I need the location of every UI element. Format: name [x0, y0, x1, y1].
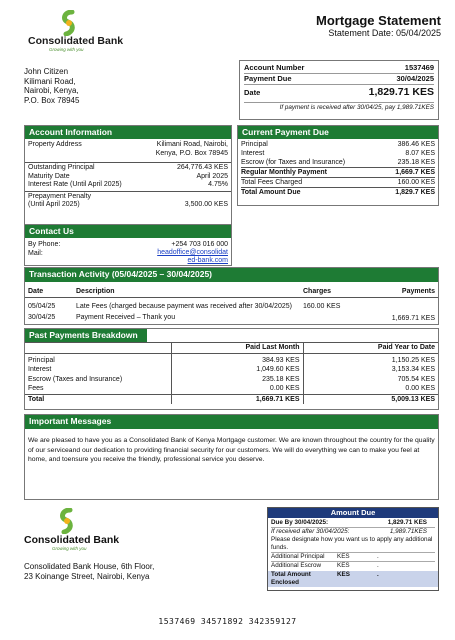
account-number-value: 1537469	[404, 63, 434, 72]
mail-label: Mail:	[28, 250, 43, 257]
section-header: Transaction Activity (05/04/2025 – 30/04/2025)	[25, 268, 438, 282]
column-header: Paid Year to Date	[377, 344, 435, 351]
paid-year-to-date-total: 5,009.13 KES	[391, 395, 435, 403]
principal-label: Principal	[241, 141, 268, 148]
customer-address-line: Nairobi, Kenya,	[24, 86, 79, 95]
transaction-date: 05/04/25	[28, 302, 56, 310]
section-header-bar	[25, 329, 438, 343]
section-header: Important Messages	[25, 415, 438, 429]
email-link[interactable]	[157, 249, 228, 265]
additional-escrow-row[interactable]	[271, 561, 435, 570]
interest-value: 8.07 KES	[405, 150, 435, 157]
maturity-date-label: Maturity Date	[28, 172, 70, 180]
interest-label: Interest	[241, 150, 265, 157]
statement-date: Statement Date: 05/04/2025	[328, 28, 441, 38]
table-header-row	[25, 287, 438, 297]
email-link-text: headoffice@consolidat	[157, 249, 228, 256]
column-header: Description	[76, 288, 115, 295]
total-fees-label: Total Fees Charged	[241, 179, 303, 186]
row-label: Interest	[25, 365, 171, 375]
interest-rate-value: 4.75%	[208, 181, 228, 188]
transaction-description: Payment Received – Thank you	[76, 313, 176, 321]
row-label: Principal	[25, 353, 171, 365]
paid-year-to-date: 1,150.25 KES	[391, 356, 435, 364]
current-payment-due-section	[237, 125, 439, 206]
section-header: Account Information	[25, 126, 231, 139]
paid-last-month: 1,049.60 KES	[171, 365, 303, 375]
column-header: Paid Last Month	[171, 343, 303, 353]
designate-note: Please designate how you want us to apply any additional funds.	[271, 536, 433, 551]
transaction-charges	[300, 311, 368, 324]
messages-body: We are pleased to have you as a Consolidated Bank of Kenya Mortgage customer. We are known throughout the country for the quality of our serviceand our dedication to providing financial security for our customers. We will do everything we can to make you feel at home, and toensure you receive the friendly, professional service you deserve.	[28, 437, 435, 463]
phone-label: By Phone:	[28, 241, 61, 248]
bank-logo	[28, 10, 124, 52]
paid-year-to-date: 0.00 KES	[405, 385, 435, 392]
transaction-activity-section	[24, 267, 439, 325]
due-by-value: 1,829.71 KES	[387, 519, 427, 526]
section-header: Current Payment Due	[238, 126, 438, 139]
property-address-line: Kenya, P.O. Box 78945	[155, 150, 228, 157]
prepayment-penalty-label: Prepayment Penalty	[28, 192, 92, 200]
paid-year-to-date: 705.54 KES	[397, 375, 435, 383]
escrow-label: Escrow (for Taxes and Insurance)	[241, 159, 346, 166]
transaction-table	[25, 287, 438, 324]
account-information-section	[24, 125, 232, 225]
payment-due-label: Payment Due	[244, 74, 292, 83]
bank-logo-footer	[24, 508, 120, 552]
late-payment-note: If payment is received after 30/04/25, pay 1,989.71KES	[244, 102, 434, 111]
escrow-value: 235.18 KES	[397, 159, 435, 166]
section-header: Contact Us	[25, 225, 231, 238]
logo-wordmark: Consolidated Bank	[24, 534, 120, 546]
page-title: Mortgage Statement	[316, 13, 441, 28]
logo-mark-icon	[58, 10, 80, 36]
row-label: Escrow (Taxes and Insurance)	[25, 375, 171, 385]
footer-address-line: Consolidated Bank House, 6th Floor,	[24, 562, 155, 571]
column-header: Charges	[303, 288, 332, 295]
table-row	[25, 375, 438, 385]
customer-address-line: P.O. Box 78945	[24, 95, 80, 105]
row-label: Fees	[25, 384, 171, 394]
column-header: Payments	[401, 288, 435, 295]
property-address-line: Kilimani Road, Nairobi,	[156, 141, 228, 148]
logo-tagline: Growing with you	[52, 546, 87, 551]
email-link-text: ed-bank.com	[187, 257, 228, 264]
principal-value: 386.46 KES	[397, 141, 435, 148]
logo-wordmark: Consolidated Bank	[28, 35, 124, 47]
maturity-date-value: April 2025	[196, 172, 228, 180]
transaction-charges: 160.00 KES	[303, 302, 341, 310]
amount-blank: .	[377, 553, 379, 560]
logo-mark-icon	[56, 508, 78, 534]
prepayment-penalty-value: 3,500.00 KES	[184, 201, 228, 208]
additional-escrow-label: Additional Escrow	[271, 562, 322, 569]
additional-principal-label: Additional Principal	[271, 553, 325, 560]
currency-label: KES	[337, 562, 350, 569]
customer-address-line: Kilimani Road,	[24, 76, 76, 86]
paid-last-month: 384.93 KES	[171, 353, 303, 365]
amount-due-coupon	[267, 507, 439, 591]
amount-blank: .	[377, 562, 379, 569]
contact-us-section	[24, 224, 232, 266]
amount-due-value: 1,829.71 KES	[368, 86, 434, 98]
payment-due-value: 30/04/2025	[396, 74, 434, 83]
prepayment-penalty-period: (Until April 2025)	[28, 201, 80, 208]
micr-line: 1537469 34571892 342359127	[158, 617, 297, 626]
total-enclosed-label: Total Amount Enclosed	[271, 571, 311, 586]
transaction-payments	[368, 297, 438, 311]
table-row	[25, 384, 438, 394]
due-by-label: Due By 30/04/2025:	[271, 519, 329, 526]
total-row	[25, 394, 438, 404]
total-fees-value: 160.00 KES	[397, 179, 435, 186]
important-messages-section	[24, 414, 439, 500]
late-amount-label: If received after 30/04/2025:	[271, 528, 350, 535]
total-enclosed-row[interactable]	[268, 571, 438, 587]
account-summary-box	[239, 60, 439, 120]
table-row	[25, 353, 438, 365]
transaction-payments: 1,669.71 KES	[391, 315, 435, 322]
column-header: Date	[28, 288, 44, 295]
paid-last-month: 235.18 KES	[171, 375, 303, 385]
regular-payment-value: 1,669.7 KES	[395, 169, 435, 176]
regular-payment-label: Regular Monthly Payment	[241, 169, 327, 176]
additional-principal-row[interactable]	[271, 552, 435, 561]
coupon-header: Amount Due	[268, 508, 438, 518]
late-amount-value: 1,989.71KES	[389, 528, 427, 535]
total-amount-due-value: 1,829.7 KES	[395, 189, 435, 196]
transaction-description: Late Fees (charged because payment was received after 30/04/2025)	[76, 302, 292, 310]
amount-blank: .	[377, 571, 379, 578]
footer-address-line: 23 Koinange Street, Nairobi, Kenya	[24, 572, 150, 581]
paid-year-to-date: 3,153.34 KES	[391, 366, 435, 373]
table-header-row	[25, 343, 438, 353]
table-row	[25, 311, 438, 324]
currency-label: KES	[337, 571, 350, 578]
past-payments-section	[24, 328, 439, 410]
account-number-label: Account Number	[244, 63, 305, 72]
row-label: Total	[25, 394, 171, 404]
past-payments-table	[25, 343, 438, 404]
outstanding-principal-value: 264,776.43 KES	[177, 164, 228, 171]
paid-last-month: 0.00 KES	[171, 384, 303, 394]
customer-address	[24, 67, 79, 105]
section-header: Past Payments Breakdown	[25, 329, 147, 342]
date-label: Date	[244, 87, 261, 97]
total-amount-due-label: Total Amount Due	[241, 189, 301, 196]
phone-value: +254 703 016 000	[171, 241, 228, 248]
transaction-date: 30/04/25	[28, 313, 56, 321]
column-header	[25, 343, 171, 353]
outstanding-principal-label: Outstanding Principal	[28, 164, 95, 171]
logo-tagline: Growing with you	[49, 47, 84, 52]
property-address-value	[156, 140, 228, 158]
property-address-label: Property Address	[28, 141, 82, 148]
customer-name: John Citizen	[24, 67, 69, 76]
footer-address	[24, 562, 154, 582]
table-row	[25, 297, 438, 311]
paid-last-month-total: 1,669.71 KES	[171, 394, 303, 404]
interest-rate-label: Interest Rate (Until April 2025)	[28, 181, 122, 188]
table-row	[25, 365, 438, 375]
currency-label: KES	[337, 553, 350, 560]
